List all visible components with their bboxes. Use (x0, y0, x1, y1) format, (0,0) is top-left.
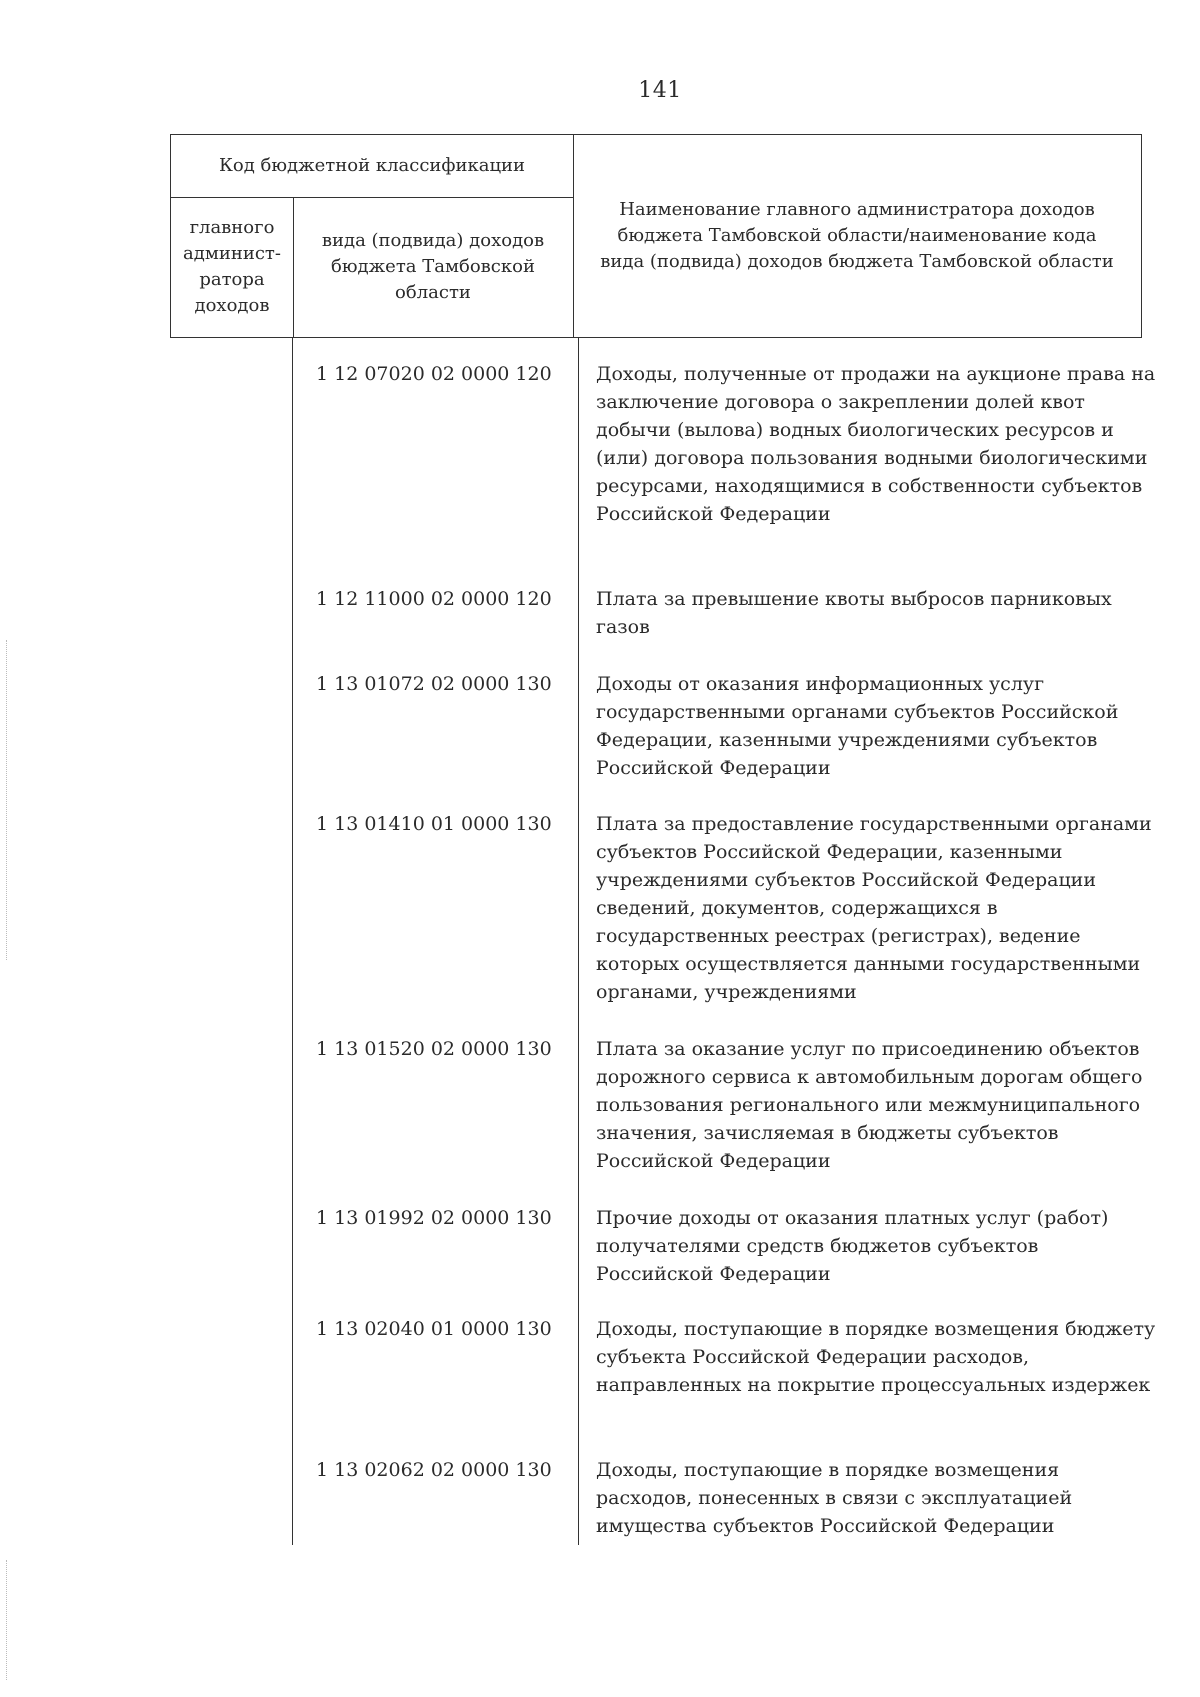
income-code: 1 12 07020 02 0000 120 (316, 363, 552, 385)
page-number: 141 (638, 78, 682, 103)
column-rule-left (292, 338, 293, 1545)
table-header (170, 134, 1142, 338)
scan-margin-mark (6, 1560, 7, 1680)
income-code: 1 13 02040 01 0000 130 (316, 1318, 552, 1340)
income-description: Доходы, полученные от продажи на аукционе права на заключение договора о закреплении долей квот добычи (вылова) водных биологических ресурсов и (или) договора пользования водными биологическими ресурсами, находящимися в собственности субъектов Российской Федерации (596, 363, 1156, 525)
income-code: 1 13 02062 02 0000 130 (316, 1459, 552, 1481)
income-description: Плата за оказание услуг по присоединению объектов дорожного сервиса к автомобильным дорогам общего пользования регионального или межмуниципального значения, зачисляемая в бюджеты субъектов Российской Федерации (596, 1038, 1143, 1172)
header-kind-column: вида (подвида) доходов бюджета Тамбовской области (321, 230, 545, 303)
header-name-column: Наименование главного администратора доходов бюджета Тамбовской области/наименование кода вида (подвида) доходов бюджета Тамбовской области (600, 199, 1114, 272)
income-description: Доходы от оказания информационных услуг государственными органами субъектов Российской Федерации, казенными учреждениями субъектов Российской Федерации (596, 673, 1119, 779)
income-description: Доходы, поступающие в порядке возмещения бюджету субъекта Российской Федерации расходов, направленных на покрытие процессуальных издержек (596, 1318, 1156, 1396)
income-code: 1 13 01410 01 0000 130 (316, 813, 552, 835)
income-code: 1 13 01520 02 0000 130 (316, 1038, 552, 1060)
header-code-group: Код бюджетной классификации (218, 155, 526, 176)
income-description: Плата за предоставление государственными органами субъектов Российской Федерации, казенными учреждениями субъектов Российской Федерации сведений, документов, содержащихся в государственных реестрах (регистрах), ведение которых осуществляется данными государственными органами, учреждениями (596, 813, 1152, 1003)
column-rule-right (578, 338, 579, 1545)
income-code: 1 13 01072 02 0000 130 (316, 673, 552, 695)
income-code: 1 12 11000 02 0000 120 (316, 588, 552, 610)
income-description: Доходы, поступающие в порядке возмещения расходов, понесенных в связи с эксплуатацией имущества субъектов Российской Федерации (596, 1459, 1073, 1537)
income-description: Плата за превышение квоты выбросов парниковых газов (596, 588, 1112, 638)
income-description: Прочие доходы от оказания платных услуг (работ) получателями средств бюджетов субъектов Российской Федерации (596, 1207, 1109, 1285)
scan-margin-mark (6, 640, 7, 960)
income-code: 1 13 01992 02 0000 130 (316, 1207, 552, 1229)
header-admin-column: главного админист-ратора доходов (183, 217, 281, 316)
